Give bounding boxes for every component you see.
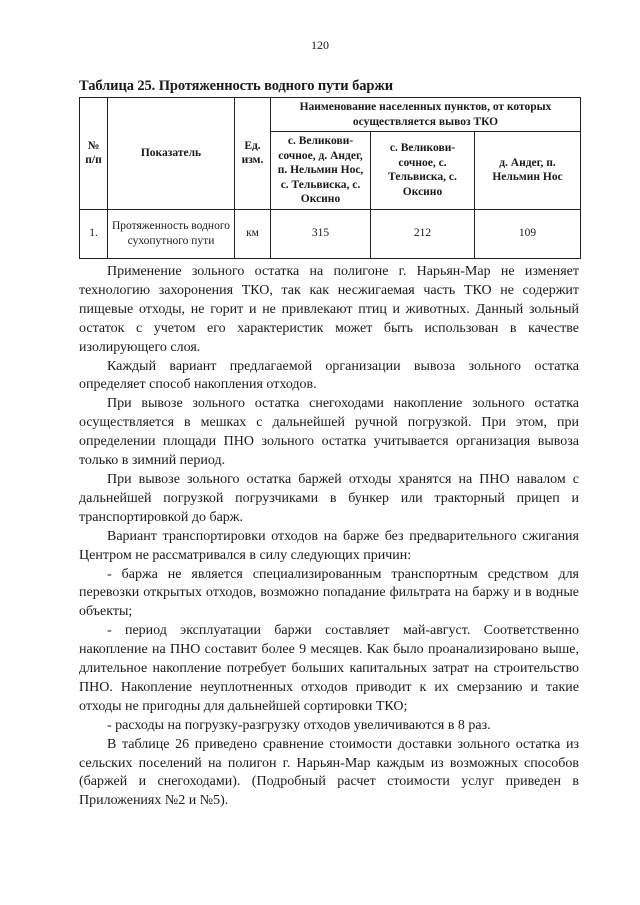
body-text bbox=[79, 263, 579, 811]
paragraph: Каждый вариант предлагаемой организации вывоза зольного остатка определяет способ накопления отходов. bbox=[79, 358, 579, 393]
header-col-b: с. Великови-сочное, с. Тельвиска, с. Оксино bbox=[371, 132, 475, 210]
header-group: Наименование населенных пунктов, от которых осуществляется вывоз ТКО bbox=[271, 98, 581, 132]
list-item: - баржа не является специализированным транспортным средством для перевозки открытых отходов, возможно попадание фильтрата на баржу и в водные объекты; bbox=[79, 566, 579, 620]
header-col-a: с. Великови-сочное, д. Андег, п. Нельмин Нос, с. Тельвиска, с. Оксино bbox=[271, 132, 371, 210]
header-col-c: д. Андег, п. Нельмин Нос bbox=[475, 132, 581, 210]
table-caption: Таблица 25. Протяженность водного пути баржи bbox=[79, 78, 394, 94]
list-item: - период эксплуатации баржи составляет май-август. Соответственно накопление на ПНО составит более 9 месяцев. Как было проанализировано выше, длительное накопление потребует больших капитальных затрат на строительство ПНО. Накопление неуплотненных отходов приводит к их смерзанию и такие отходы не пригодны для дальнейшей сортировки ТКО; bbox=[79, 623, 579, 714]
header-num: № п/п bbox=[80, 98, 108, 210]
distance-table bbox=[79, 97, 581, 259]
row-value-c: 109 bbox=[475, 209, 581, 258]
table-row bbox=[80, 209, 581, 258]
row-unit: км bbox=[235, 209, 271, 258]
paragraph: В таблице 26 приведено сравнение стоимости доставки зольного остатка из сельских поселений на полигон г. Нарьян-Мар каждым из возможных способов (баржей и снегоходами). (Подробный расчет стоимости услуг приведен в Приложениях №2 и №5). bbox=[79, 736, 579, 809]
header-unit: Ед. изм. bbox=[235, 98, 271, 210]
paragraph: Вариант транспортировки отходов на барже без предварительного сжигания Центром не рассматривался в силу следующих причин: bbox=[79, 528, 579, 563]
page-number: 120 bbox=[311, 38, 329, 52]
paragraph: При вывозе зольного остатка снегоходами накопление зольного остатка осуществляется в мешках с дальнейшей ручной погрузкой. При этом, при определении площади ПНО зольного остатка учитывается организация вывоза только в зимний период. bbox=[79, 396, 579, 469]
row-num: 1. bbox=[80, 209, 108, 258]
row-value-b: 212 bbox=[371, 209, 475, 258]
list-item: - расходы на погрузку-разгрузку отходов увеличиваются в 8 раз. bbox=[107, 717, 491, 733]
paragraph: Применение зольного остатка на полигоне г. Нарьян-Мар не изменяет технологию захоронения ТКО, так как несжигаемая часть ТКО не содержит пищевые отходы, не горит и не привлекают птиц и животных. Данный зольный остаток с учетом его характеристик может быть использован в качестве изолирующего слоя. bbox=[79, 264, 579, 355]
header-indicator: Показатель bbox=[108, 98, 235, 210]
row-indicator: Протяженность водного сухопутного пути bbox=[108, 209, 235, 258]
row-value-a: 315 bbox=[271, 209, 371, 258]
paragraph: При вывозе зольного остатка баржей отходы хранятся на ПНО навалом с дальнейшей погрузкой погрузчиками в бункер или тракторный прицеп и транспортировкой до барж. bbox=[79, 471, 579, 525]
